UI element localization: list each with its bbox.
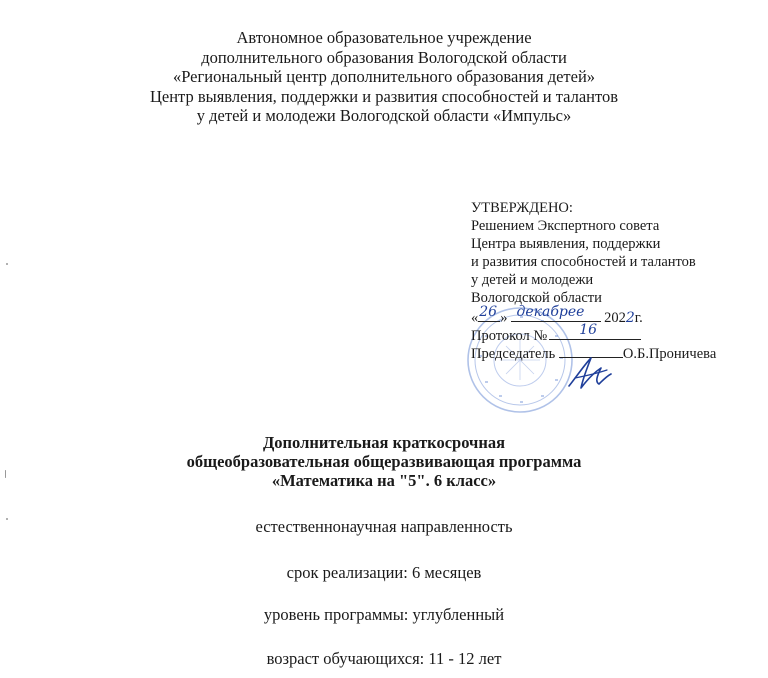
scan-speck xyxy=(6,518,8,520)
protocol-number-handwritten: 16 xyxy=(579,322,598,338)
program-title-line-2: общеобразовательная общеразвивающая программа xyxy=(186,452,582,471)
chair-line xyxy=(471,343,761,361)
program-age: возраст обучающихся: 11 - 12 лет xyxy=(266,649,502,668)
chair-name: О.Б.Проничева xyxy=(622,346,717,362)
header-line-3: «Региональный центр дополнительного образования детей» xyxy=(172,67,596,86)
date-day-handwritten: 26 xyxy=(479,304,498,320)
date-day-blank xyxy=(478,304,500,322)
approval-line-2: Центра выявления, поддержки xyxy=(471,236,661,252)
scan-speck xyxy=(5,470,6,478)
date-year-handwritten: 2 xyxy=(625,310,635,326)
date-open-quote: « xyxy=(471,310,479,326)
approval-line-4: у детей и молодежи xyxy=(471,272,594,288)
header-line-2: дополнительного образования Вологодской области xyxy=(201,47,567,67)
program-title xyxy=(0,433,768,490)
organization-header xyxy=(0,28,768,126)
approval-line-1: Решением Экспертного совета xyxy=(471,218,660,234)
approved-heading: УТВЕРЖДЕНО: xyxy=(471,200,573,216)
approval-block xyxy=(471,199,761,361)
approval-line-3: и развития способностей и талантов xyxy=(471,254,696,270)
date-year-prefix: 202 xyxy=(604,310,626,326)
date-year-suffix: г. xyxy=(634,310,643,326)
chair-label: Председатель xyxy=(471,346,556,362)
date-month-blank xyxy=(511,304,601,322)
program-title-line-1: Дополнительная краткосрочная xyxy=(262,433,506,452)
approval-line-5: Вологодской области xyxy=(471,290,602,306)
program-duration: срок реализации: 6 месяцев xyxy=(286,563,482,582)
header-line-1: Автономное образовательное учреждение xyxy=(236,28,532,47)
approval-date xyxy=(471,304,761,326)
scan-speck xyxy=(6,263,8,265)
program-focus: естественнонаучная направленность xyxy=(255,517,513,536)
program-title-line-3: «Математика на "5". 6 класс» xyxy=(271,471,497,490)
date-month-handwritten: декабрее xyxy=(516,304,585,320)
program-level: уровень программы: углубленный xyxy=(263,605,505,624)
handwritten-signature-icon xyxy=(565,354,615,394)
date-close-quote: » xyxy=(500,310,508,326)
header-line-4: Центр выявления, поддержки и развития способностей и талантов xyxy=(149,86,619,106)
header-line-5: у детей и молодежи Вологодской области «Импульс» xyxy=(196,106,572,125)
protocol-number-blank xyxy=(549,322,641,340)
protocol-label: Протокол № xyxy=(471,328,548,344)
protocol-line xyxy=(471,322,761,344)
